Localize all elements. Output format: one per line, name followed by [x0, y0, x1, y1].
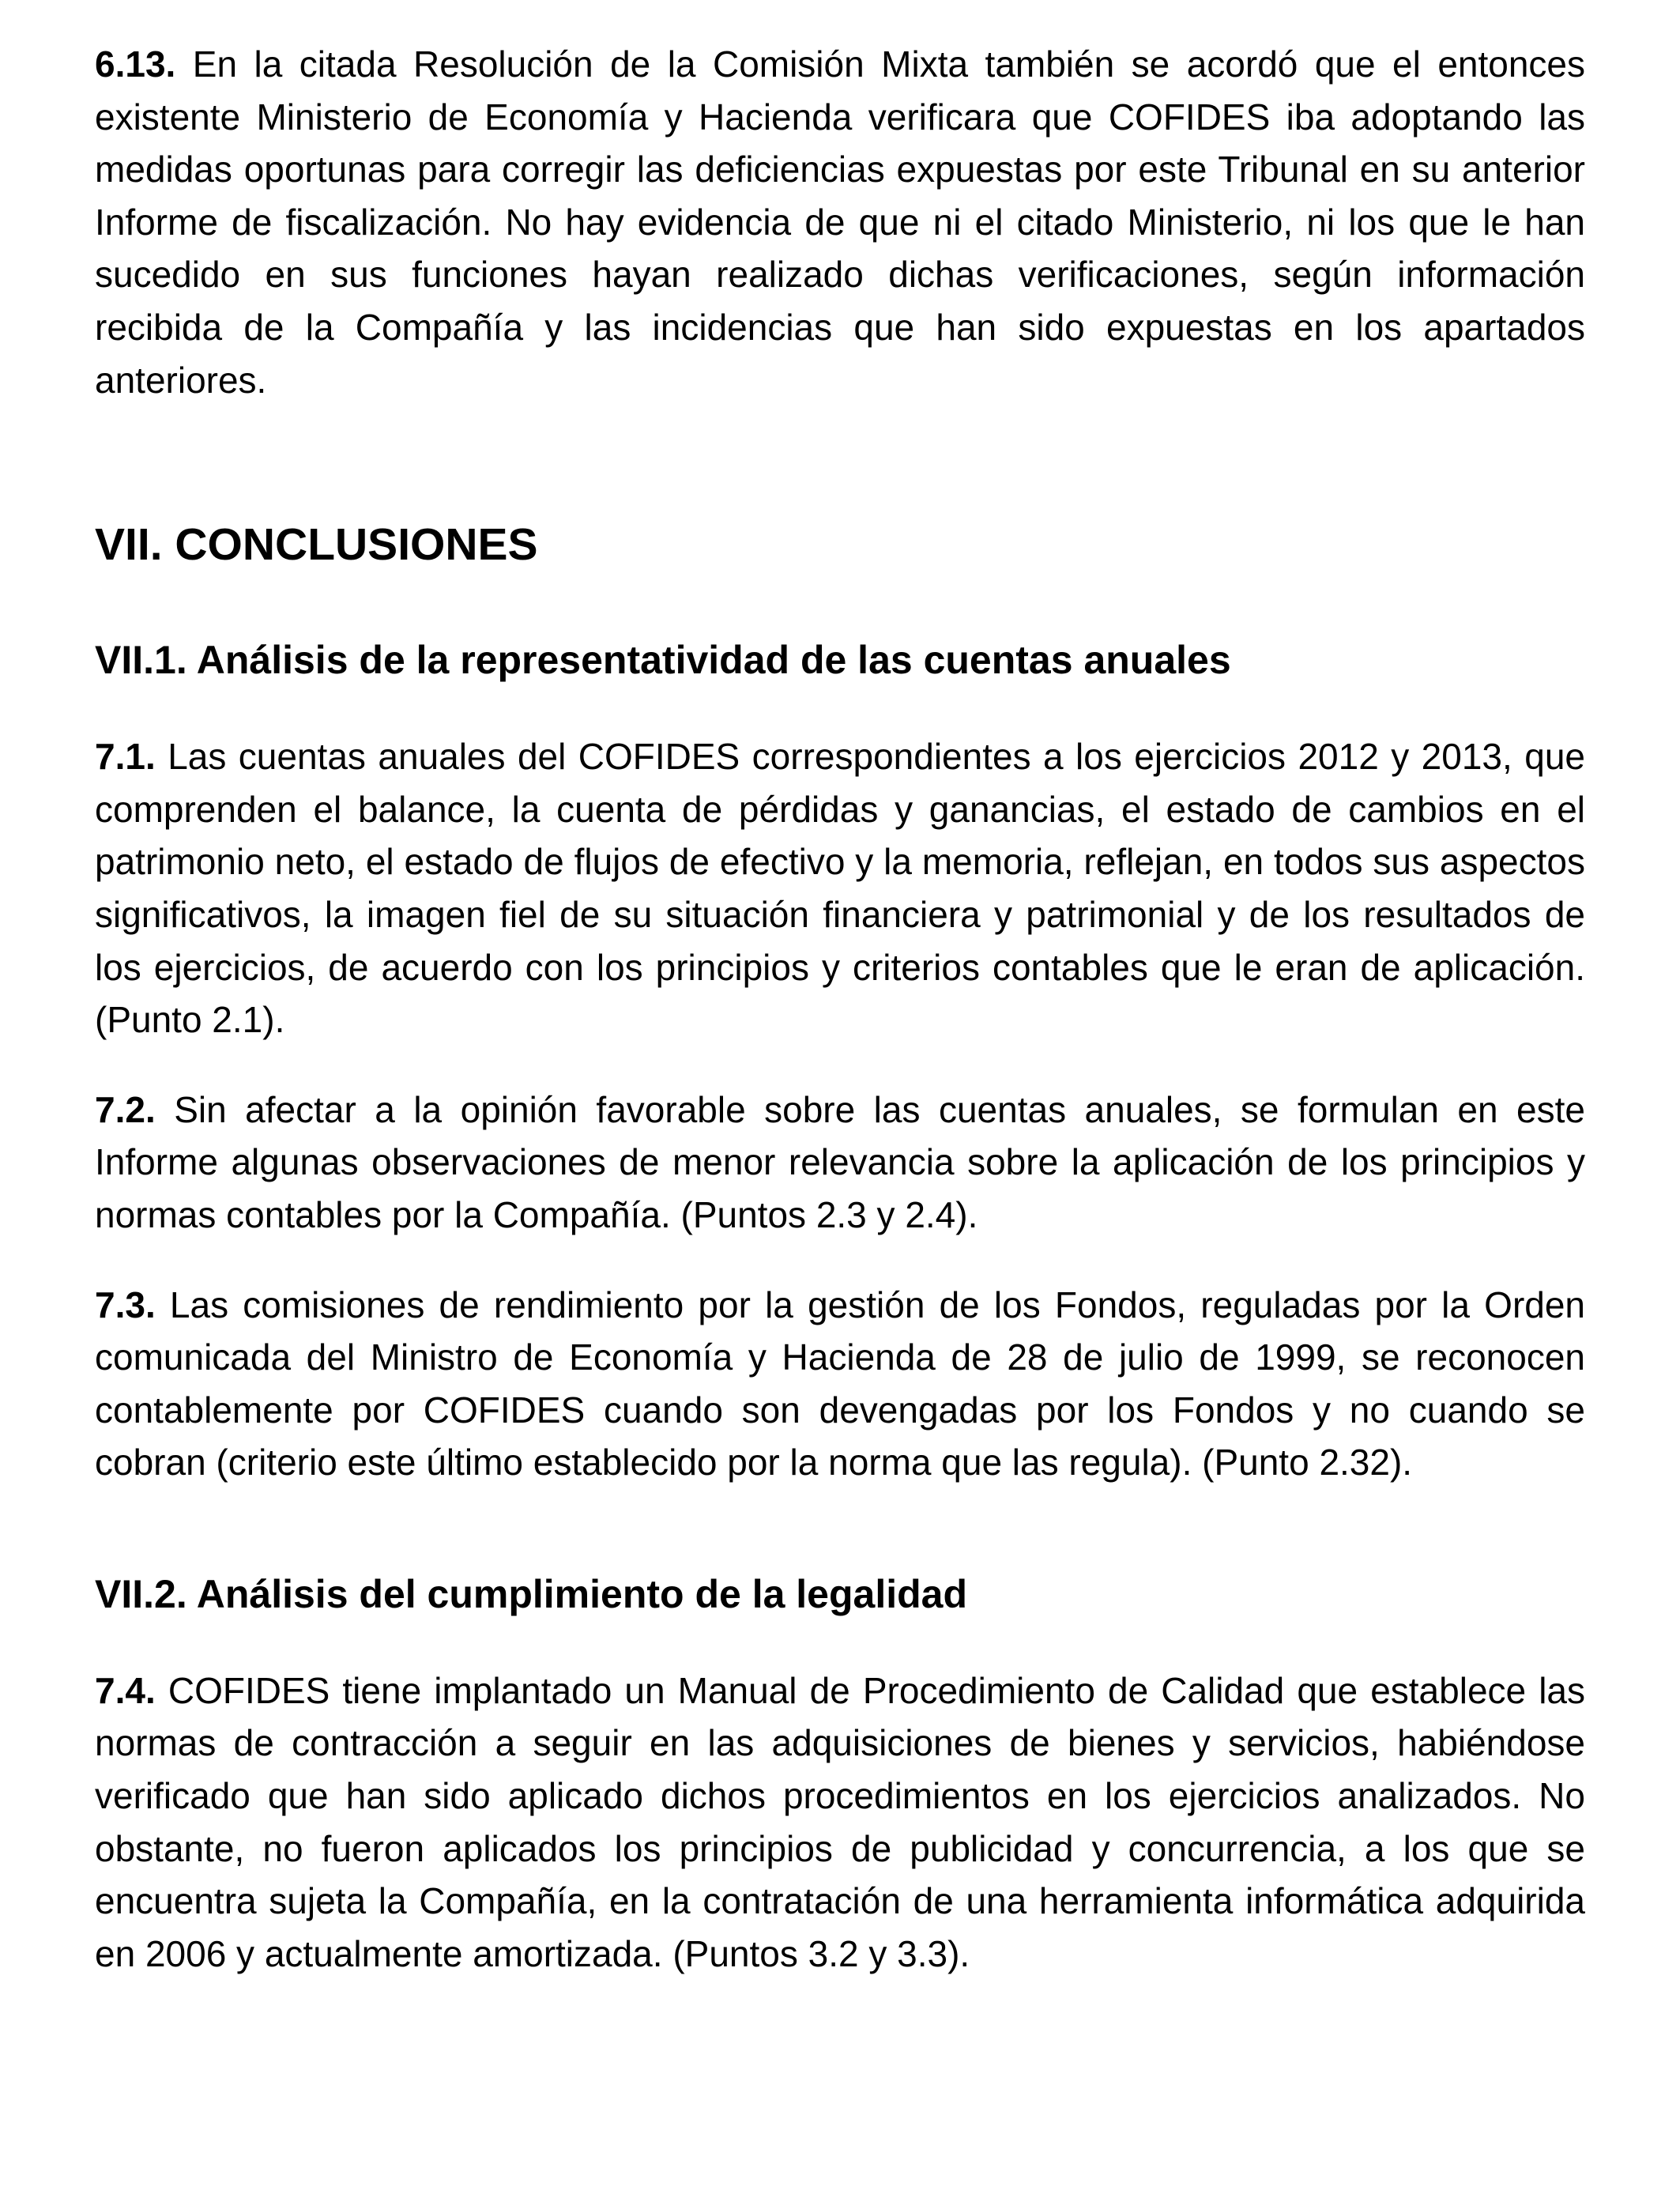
paragraph-number: 7.1. [95, 736, 156, 778]
subsection-heading-representatividad: VII.1. Análisis de la representatividad de las cuentas anuales [95, 638, 1231, 683]
paragraph-number: 7.4. [95, 1669, 156, 1711]
paragraph-text: Las comisiones de rendimiento por la gestión de los Fondos, reguladas por la Orden comunicada del Ministro de Economía y Hacienda de 28 de julio de 1999, se reconocen contablemente por COFIDES cuando son devengadas por los Fondos y no cuando se cobran (criterio este último establecido por la norma que las regula). (Punto 2.32). [95, 1284, 1586, 1483]
paragraph-7-4 [95, 1664, 1585, 1981]
subsection-heading-legalidad: VII.2. Análisis del cumplimiento de la legalidad [95, 1571, 968, 1616]
paragraph-text: Las cuentas anuales del COFIDES correspondientes a los ejercicios 2012 y 2013, que comprenden el balance, la cuenta de pérdidas y ganancias, el estado de cambios en el patrimonio neto, el estado de flujos de efectivo y la memoria, reflejan, en todos sus aspectos significativos, la imagen fiel de su situación financiera y patrimonial y de los resultados de los ejercicios, de acuerdo con los principios y criterios contables que le eran de aplicación. (Punto 2.1). [95, 736, 1585, 1041]
section-heading-conclusiones: VII. CONCLUSIONES [95, 519, 538, 571]
paragraph-6-13 [95, 38, 1585, 406]
paragraph-7-2 [95, 1084, 1585, 1242]
paragraph-text: En la citada Resolución de la Comisión Mixta también se acordó que el entonces existente Ministerio de Economía y Hacienda verificara que COFIDES iba adoptando las medidas oportunas para corregir las deficiencias expuestas por este Tribunal en su anterior Informe de fiscalización. No hay evidencia de que ni el citado Ministerio, ni los que le han sucedido en sus funciones hayan realizado dichas verificaciones, según información recibida de la Compañía y las incidencias que han sido expuestas en los apartados anteriores. [95, 43, 1586, 401]
paragraph-text: COFIDES tiene implantado un Manual de Procedimiento de Calidad que establece las normas de contracción a seguir en las adquisiciones de bienes y servicios, habiéndose verificado que han sido aplicado dichos procedimientos en los ejercicios analizados. No obstante, no fueron aplicados los principios de publicidad y concurrencia, a los que se encuentra sujeta la Compañía, en la contratación de una herramienta informática adquirida en 2006 y actualmente amortizada. (Puntos 3.2 y 3.3). [95, 1669, 1586, 1974]
paragraph-7-3 [95, 1279, 1585, 1489]
paragraph-number: 6.13. [95, 43, 176, 85]
paragraph-text: Sin afectar a la opinión favorable sobre las cuentas anuales, se formulan en este Informe algunas observaciones de menor relevancia sobre la aplicación de los principios y normas contables por la Compañía. (Puntos 2.3 y 2.4). [95, 1088, 1586, 1235]
paragraph-number: 7.2. [95, 1088, 156, 1130]
document-page [95, 38, 1585, 1980]
paragraph-7-1 [95, 730, 1585, 1046]
paragraph-number: 7.3. [95, 1284, 156, 1325]
